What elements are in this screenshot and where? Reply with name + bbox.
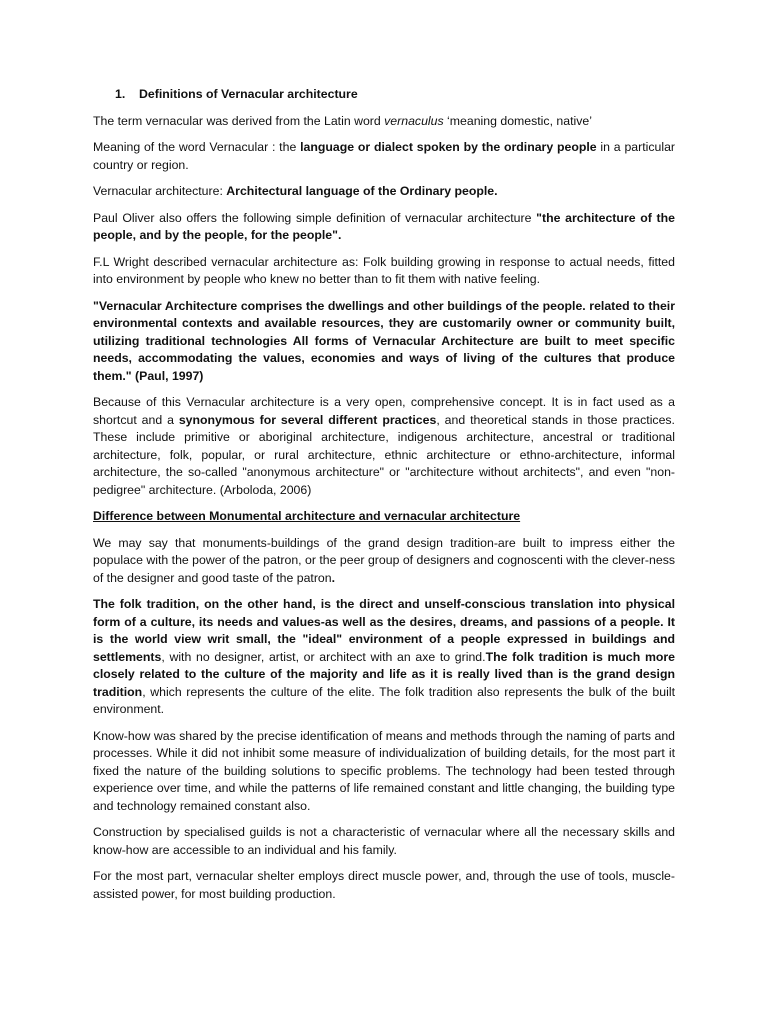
bold-run: . xyxy=(331,570,336,585)
bold-run: Architectural language of the Ordinary people. xyxy=(226,184,498,198)
paragraph-monuments xyxy=(93,535,675,588)
subheading-difference: Difference between Monumental architecture and vernacular architecture xyxy=(93,509,521,523)
text-run: , with no designer, artist, or architect with an axe to grind. xyxy=(161,649,486,664)
section-title: Definitions of Vernacular architecture xyxy=(139,87,358,101)
bold-run: The folk tradition, on the other hand, is the direct and unself-conscious translation into physical form of a culture, its needs and values-as well as the desires, dreams, and passions of a people. It is the world view writ small, the "ideal" environment of a people expressed in buildings and settlements xyxy=(93,597,675,664)
text-run: The term vernacular was derived from the Latin word xyxy=(93,113,385,128)
text-run: Because of this Vernacular architecture is a very open, comprehensive concept. It is in fact used as a shortcut and a xyxy=(93,395,675,427)
bold-run: language or dialect spoken by the ordinary people xyxy=(300,140,597,154)
paragraph-muscle-power: For the most part, vernacular shelter employs direct muscle power, and, through the use of tools, muscle-assisted power, for most building production. xyxy=(93,869,675,901)
text-run: , and theoretical stands in those practices. These include primitive or aboriginal architecture, indigenous architecture, ancestral or traditional architecture, folk, popular, or rural architecture, ethnic architecture or ethno-architecture, informal architecture, the so-called "anonymous architecture" or "architecture without architects", and even "non-pedigree" architecture. (Arboloda, 2006) xyxy=(93,412,675,497)
text-run: Paul Oliver also offers the following simple definition of vernacular architecture xyxy=(93,210,537,225)
document-page xyxy=(93,86,675,912)
text-run: Meaning of the word Vernacular : the xyxy=(93,140,301,154)
paragraph-latin-origin xyxy=(93,113,675,131)
paragraph-know-how: Know-how was shared by the precise identification of means and methods through the naming of parts and processes. While it did not inhibit some measure of individualization of building details, for the most part it fixed the nature of the building solutions to specific problems. The technology had been tested through experience over time, and while the patterns of life remained constant and little changing, the building type and technology remained constant also. xyxy=(93,728,675,813)
text-run: ‘meaning domestic, native’ xyxy=(443,113,592,128)
italic-term: vernaculus xyxy=(384,113,444,128)
section-number: 1. xyxy=(115,87,126,101)
text-run: , which represents the culture of the elite. The folk tradition also represents the bulk of the built environment. xyxy=(93,684,675,716)
section-heading xyxy=(93,86,675,104)
paragraph-open-concept xyxy=(93,394,675,499)
paragraph-definition-quote xyxy=(93,298,675,386)
paragraph-folk-tradition xyxy=(93,596,675,719)
text-run: Vernacular architecture: xyxy=(93,184,227,198)
paragraph-vernacular-architecture xyxy=(93,183,675,201)
bold-quote: "the architecture of the people, and by the people, for the people". xyxy=(93,210,675,242)
bold-run: The folk tradition is much more closely related to the culture of the majority and life as it is really lived than is the grand design tradition xyxy=(93,649,676,699)
paragraph-guilds: Construction by specialised guilds is not a characteristic of vernacular where all the necessary skills and know-how are accessible to an individual and his family. xyxy=(93,825,675,857)
paragraph-paul-oliver xyxy=(93,210,675,245)
text-run: in a particular country or region. xyxy=(93,140,676,172)
text-run: We may say that monuments-buildings of the grand design tradition-are built to impress either the populace with the power of the patron, or the peer group of designers and cognoscenti with the clever-ness of the designer and good taste of the patron xyxy=(93,535,675,585)
paragraph-word-meaning xyxy=(93,139,675,174)
paragraph-fl-wright: F.L Wright described vernacular architecture as: Folk building growing in response to actual needs, fitted into environment by people who knew no better than to fit them with native feeling. xyxy=(93,254,675,286)
bold-run: synonymous for several different practices xyxy=(178,412,437,427)
bold-quote: "Vernacular Architecture comprises the dwellings and other buildings of the people. related to their environmental contexts and available resources, they are customarily owner or community built, utilizing traditional technologies All forms of Vernacular Architecture are built to meet specific needs, accommodating the values, economies and ways of living of the cultures that produce them." (Paul, 1997) xyxy=(93,298,675,383)
